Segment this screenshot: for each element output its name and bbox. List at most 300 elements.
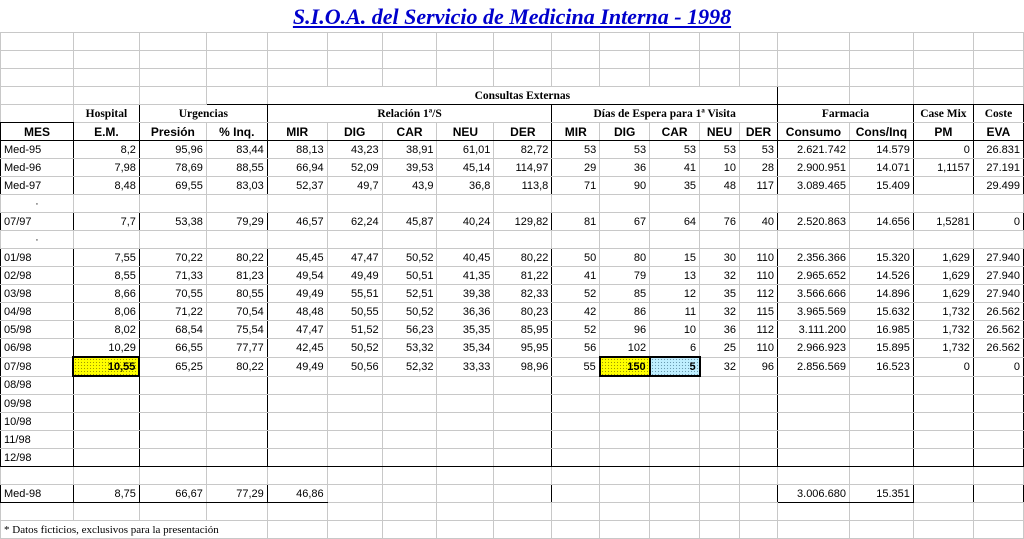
cell-pm[interactable]: 1,629: [913, 285, 973, 303]
cell-cons-inq[interactable]: [849, 449, 913, 467]
cell-car[interactable]: [382, 395, 437, 413]
cell-pm[interactable]: 0: [913, 141, 973, 159]
cell-neu-espera[interactable]: [700, 413, 740, 431]
cell-consumo[interactable]: [778, 449, 850, 467]
cell-dig[interactable]: 52,09: [327, 159, 382, 177]
cell-cons-inq[interactable]: 15.895: [849, 339, 913, 358]
cell-pm[interactable]: 1,1157: [913, 159, 973, 177]
cell-der[interactable]: 98,96: [494, 357, 552, 376]
cell-der[interactable]: [494, 485, 552, 503]
cell-presion[interactable]: 78,69: [139, 159, 206, 177]
cell-dig[interactable]: [327, 485, 382, 503]
cell-dig-espera[interactable]: 85: [600, 285, 650, 303]
cell-car-espera[interactable]: 6: [650, 339, 700, 358]
cell-inq[interactable]: [206, 376, 267, 395]
cell-mir[interactable]: 45,45: [267, 249, 327, 267]
cell-em[interactable]: [73, 413, 139, 431]
cell-car-espera[interactable]: 13: [650, 267, 700, 285]
cell-em[interactable]: 8,2: [73, 141, 139, 159]
cell-mir-espera[interactable]: 29: [552, 159, 600, 177]
cell-der[interactable]: 82,33: [494, 285, 552, 303]
cell-dig-espera[interactable]: 96: [600, 321, 650, 339]
cell-mir[interactable]: 88,13: [267, 141, 327, 159]
cell-inq[interactable]: 79,29: [206, 213, 267, 231]
cell-consumo[interactable]: 3.006.680: [778, 485, 850, 503]
cell-cons-inq[interactable]: 15.632: [849, 303, 913, 321]
cell-mir[interactable]: [267, 376, 327, 395]
cell-dig-espera[interactable]: [600, 449, 650, 467]
cell-neu[interactable]: 41,35: [437, 267, 494, 285]
row-label-cell[interactable]: 12/98: [1, 449, 74, 467]
cell-mir-espera[interactable]: 52: [552, 285, 600, 303]
cell-car-espera[interactable]: [650, 431, 700, 449]
cell-der-espera[interactable]: 110: [740, 339, 778, 358]
cell-dig[interactable]: [327, 395, 382, 413]
cell-consumo[interactable]: 2.356.366: [778, 249, 850, 267]
cell-dig[interactable]: 49,7: [327, 177, 382, 195]
cell-dig-espera[interactable]: 67: [600, 213, 650, 231]
cell-consumo[interactable]: 2.966.923: [778, 339, 850, 358]
cell-mir[interactable]: [267, 431, 327, 449]
cell-mir-espera[interactable]: 42: [552, 303, 600, 321]
cell-eva[interactable]: [973, 431, 1023, 449]
cell-neu[interactable]: 40,45: [437, 249, 494, 267]
cell-eva[interactable]: [973, 395, 1023, 413]
cell-der[interactable]: [494, 449, 552, 467]
cell-cons-inq[interactable]: 14.071: [849, 159, 913, 177]
cell-car-espera[interactable]: [650, 449, 700, 467]
cell-der-espera[interactable]: 53: [740, 141, 778, 159]
cell-pm[interactable]: [913, 376, 973, 395]
cell-neu-espera[interactable]: 36: [700, 321, 740, 339]
row-label-cell[interactable]: 05/98: [1, 321, 74, 339]
cell-cons-inq[interactable]: 15.409: [849, 177, 913, 195]
cell-inq[interactable]: 77,77: [206, 339, 267, 358]
cell-der[interactable]: 129,82: [494, 213, 552, 231]
cell-presion[interactable]: 65,25: [139, 357, 206, 376]
cell-inq[interactable]: 80,55: [206, 285, 267, 303]
row-label-cell[interactable]: Med-97: [1, 177, 74, 195]
cell-neu[interactable]: 36,36: [437, 303, 494, 321]
cell-mir[interactable]: 42,45: [267, 339, 327, 358]
cell-dig-espera[interactable]: 36: [600, 159, 650, 177]
cell-der-espera[interactable]: 115: [740, 303, 778, 321]
cell-inq[interactable]: 70,54: [206, 303, 267, 321]
cell-mir[interactable]: [267, 449, 327, 467]
cell-der[interactable]: 81,22: [494, 267, 552, 285]
cell-em[interactable]: [73, 431, 139, 449]
cell-dig[interactable]: 43,23: [327, 141, 382, 159]
cell-em[interactable]: 8,66: [73, 285, 139, 303]
cell-pm[interactable]: [913, 485, 973, 503]
cell-pm[interactable]: [913, 449, 973, 467]
cell-inq[interactable]: 83,44: [206, 141, 267, 159]
cell-cons-inq[interactable]: 14.579: [849, 141, 913, 159]
cell-mir-espera[interactable]: 71: [552, 177, 600, 195]
cell-mir-espera[interactable]: [552, 395, 600, 413]
cell-presion[interactable]: 70,22: [139, 249, 206, 267]
cell-car-espera[interactable]: 35: [650, 177, 700, 195]
row-label-cell[interactable]: 02/98: [1, 267, 74, 285]
cell-neu[interactable]: [437, 485, 494, 503]
cell-dig[interactable]: 50,56: [327, 357, 382, 376]
cell-dig[interactable]: 47,47: [327, 249, 382, 267]
cell-cons-inq[interactable]: [849, 376, 913, 395]
cell-presion[interactable]: 71,33: [139, 267, 206, 285]
cell-car-espera[interactable]: 64: [650, 213, 700, 231]
cell-eva[interactable]: [973, 485, 1023, 503]
cell-der-espera[interactable]: 28: [740, 159, 778, 177]
cell-car-espera[interactable]: [650, 413, 700, 431]
cell-consumo[interactable]: 2.621.742: [778, 141, 850, 159]
cell-der-espera[interactable]: 112: [740, 285, 778, 303]
cell-mir-espera[interactable]: 53: [552, 141, 600, 159]
cell-dig[interactable]: 51,52: [327, 321, 382, 339]
cell-pm[interactable]: [913, 413, 973, 431]
cell-car[interactable]: [382, 376, 437, 395]
cell-der-espera[interactable]: [740, 395, 778, 413]
cell-car-espera[interactable]: [650, 395, 700, 413]
cell-neu-espera[interactable]: 48: [700, 177, 740, 195]
cell-car-espera[interactable]: 5: [650, 357, 700, 376]
cell-mir-espera[interactable]: [552, 431, 600, 449]
cell-mir[interactable]: 49,54: [267, 267, 327, 285]
cell-dig[interactable]: [327, 449, 382, 467]
cell-dig-espera[interactable]: 80: [600, 249, 650, 267]
cell-dig[interactable]: 49,49: [327, 267, 382, 285]
cell-car[interactable]: [382, 431, 437, 449]
cell-mir-espera[interactable]: [552, 485, 600, 503]
cell-neu-espera[interactable]: 76: [700, 213, 740, 231]
cell-pm[interactable]: [913, 177, 973, 195]
cell-der[interactable]: [494, 395, 552, 413]
cell-consumo[interactable]: 3.111.200: [778, 321, 850, 339]
cell-car-espera[interactable]: 11: [650, 303, 700, 321]
cell-em[interactable]: 7,98: [73, 159, 139, 177]
cell-em[interactable]: 7,55: [73, 249, 139, 267]
cell-inq[interactable]: [206, 395, 267, 413]
row-label-cell[interactable]: 11/98: [1, 431, 74, 449]
cell-neu-espera[interactable]: [700, 449, 740, 467]
cell-mir[interactable]: 66,94: [267, 159, 327, 177]
cell-mir[interactable]: 49,49: [267, 357, 327, 376]
cell-neu-espera[interactable]: 32: [700, 357, 740, 376]
cell-cons-inq[interactable]: 15.351: [849, 485, 913, 503]
cell-neu[interactable]: [437, 449, 494, 467]
cell-der-espera[interactable]: 117: [740, 177, 778, 195]
cell-der[interactable]: 80,22: [494, 249, 552, 267]
cell-der-espera[interactable]: [740, 413, 778, 431]
cell-dig[interactable]: 50,55: [327, 303, 382, 321]
cell-der[interactable]: [494, 413, 552, 431]
cell-presion[interactable]: 66,55: [139, 339, 206, 358]
cell-car[interactable]: 52,32: [382, 357, 437, 376]
cell-mir[interactable]: [267, 395, 327, 413]
cell-presion[interactable]: [139, 449, 206, 467]
row-label-cell[interactable]: Med-98: [1, 485, 74, 503]
cell-dig-espera[interactable]: [600, 376, 650, 395]
cell-eva[interactable]: 0: [973, 357, 1023, 376]
cell-car[interactable]: [382, 413, 437, 431]
cell-dig-espera[interactable]: 90: [600, 177, 650, 195]
cell-consumo[interactable]: [778, 395, 850, 413]
cell-presion[interactable]: 68,54: [139, 321, 206, 339]
cell-dig-espera[interactable]: 86: [600, 303, 650, 321]
cell-inq[interactable]: [206, 449, 267, 467]
cell-inq[interactable]: 80,22: [206, 357, 267, 376]
cell-dig[interactable]: 55,51: [327, 285, 382, 303]
cell-mir[interactable]: 47,47: [267, 321, 327, 339]
cell-cons-inq[interactable]: 16.523: [849, 357, 913, 376]
cell-neu[interactable]: [437, 413, 494, 431]
cell-eva[interactable]: [973, 413, 1023, 431]
row-label-cell[interactable]: 01/98: [1, 249, 74, 267]
cell-mir[interactable]: 46,57: [267, 213, 327, 231]
cell-der-espera[interactable]: [740, 376, 778, 395]
cell-der-espera[interactable]: 40: [740, 213, 778, 231]
cell-em[interactable]: 8,75: [73, 485, 139, 503]
cell-inq[interactable]: [206, 431, 267, 449]
cell-dig[interactable]: 50,52: [327, 339, 382, 358]
cell-neu-espera[interactable]: [700, 485, 740, 503]
cell-der-espera[interactable]: 110: [740, 249, 778, 267]
cell-neu[interactable]: 35,34: [437, 339, 494, 358]
cell-presion[interactable]: 53,38: [139, 213, 206, 231]
cell-presion[interactable]: 70,55: [139, 285, 206, 303]
cell-neu-espera[interactable]: [700, 376, 740, 395]
cell-cons-inq[interactable]: 14.526: [849, 267, 913, 285]
cell-mir-espera[interactable]: 56: [552, 339, 600, 358]
cell-dig-espera[interactable]: [600, 395, 650, 413]
cell-neu[interactable]: 36,8: [437, 177, 494, 195]
row-label-cell[interactable]: 07/98: [1, 357, 74, 376]
cell-neu-espera[interactable]: 35: [700, 285, 740, 303]
cell-consumo[interactable]: 3.965.569: [778, 303, 850, 321]
cell-presion[interactable]: 66,67: [139, 485, 206, 503]
row-label-cell[interactable]: 09/98: [1, 395, 74, 413]
cell-consumo[interactable]: 2.900.951: [778, 159, 850, 177]
cell-dig-espera[interactable]: 53: [600, 141, 650, 159]
cell-car[interactable]: 52,51: [382, 285, 437, 303]
cell-inq[interactable]: [206, 413, 267, 431]
cell-pm[interactable]: 1,732: [913, 303, 973, 321]
cell-mir[interactable]: 46,86: [267, 485, 327, 503]
cell-der[interactable]: 95,95: [494, 339, 552, 358]
cell-eva[interactable]: 0: [973, 213, 1023, 231]
cell-der[interactable]: 114,97: [494, 159, 552, 177]
cell-neu[interactable]: [437, 395, 494, 413]
cell-consumo[interactable]: [778, 431, 850, 449]
cell-dig[interactable]: [327, 431, 382, 449]
cell-em[interactable]: [73, 376, 139, 395]
cell-mir-espera[interactable]: 55: [552, 357, 600, 376]
cell-presion[interactable]: [139, 431, 206, 449]
cell-der[interactable]: 113,8: [494, 177, 552, 195]
cell-presion[interactable]: [139, 413, 206, 431]
cell-car[interactable]: 50,51: [382, 267, 437, 285]
cell-inq[interactable]: 83,03: [206, 177, 267, 195]
row-label-cell[interactable]: 03/98: [1, 285, 74, 303]
cell-mir[interactable]: 48,48: [267, 303, 327, 321]
cell-car[interactable]: 53,32: [382, 339, 437, 358]
cell-mir-espera[interactable]: 52: [552, 321, 600, 339]
cell-der-espera[interactable]: [740, 431, 778, 449]
cell-neu[interactable]: 45,14: [437, 159, 494, 177]
cell-inq[interactable]: 88,55: [206, 159, 267, 177]
cell-car[interactable]: 50,52: [382, 303, 437, 321]
cell-neu[interactable]: 61,01: [437, 141, 494, 159]
cell-car-espera[interactable]: 12: [650, 285, 700, 303]
cell-neu-espera[interactable]: [700, 431, 740, 449]
cell-cons-inq[interactable]: [849, 395, 913, 413]
cell-car-espera[interactable]: 10: [650, 321, 700, 339]
cell-car-espera[interactable]: 53: [650, 141, 700, 159]
cell-mir-espera[interactable]: 81: [552, 213, 600, 231]
row-label-cell[interactable]: 08/98: [1, 376, 74, 395]
cell-em[interactable]: 8,48: [73, 177, 139, 195]
cell-der[interactable]: 80,23: [494, 303, 552, 321]
cell-cons-inq[interactable]: 15.320: [849, 249, 913, 267]
cell-dig[interactable]: [327, 376, 382, 395]
row-label-cell[interactable]: 07/97: [1, 213, 74, 231]
cell-eva[interactable]: [973, 449, 1023, 467]
cell-der-espera[interactable]: 110: [740, 267, 778, 285]
cell-car-espera[interactable]: 15: [650, 249, 700, 267]
cell-inq[interactable]: 80,22: [206, 249, 267, 267]
cell-eva[interactable]: 27.940: [973, 249, 1023, 267]
cell-eva[interactable]: 26.562: [973, 321, 1023, 339]
cell-consumo[interactable]: 2.965.652: [778, 267, 850, 285]
cell-cons-inq[interactable]: 14.896: [849, 285, 913, 303]
row-label-cell[interactable]: 04/98: [1, 303, 74, 321]
cell-mir-espera[interactable]: [552, 413, 600, 431]
cell-presion[interactable]: 71,22: [139, 303, 206, 321]
cell-eva[interactable]: 27.940: [973, 285, 1023, 303]
cell-dig-espera[interactable]: [600, 413, 650, 431]
cell-pm[interactable]: 1,629: [913, 249, 973, 267]
cell-em[interactable]: 8,55: [73, 267, 139, 285]
cell-pm[interactable]: [913, 395, 973, 413]
cell-presion[interactable]: 69,55: [139, 177, 206, 195]
cell-neu[interactable]: [437, 376, 494, 395]
cell-presion[interactable]: [139, 376, 206, 395]
cell-mir-espera[interactable]: [552, 449, 600, 467]
cell-presion[interactable]: 95,96: [139, 141, 206, 159]
cell-car-espera[interactable]: [650, 376, 700, 395]
row-label-cell[interactable]: 06/98: [1, 339, 74, 358]
cell-car[interactable]: 50,52: [382, 249, 437, 267]
cell-der-espera[interactable]: 112: [740, 321, 778, 339]
cell-em[interactable]: [73, 395, 139, 413]
cell-consumo[interactable]: 2.856.569: [778, 357, 850, 376]
cell-eva[interactable]: 26.562: [973, 303, 1023, 321]
cell-dig-espera[interactable]: [600, 485, 650, 503]
cell-neu[interactable]: 33,33: [437, 357, 494, 376]
cell-neu-espera[interactable]: 30: [700, 249, 740, 267]
row-label-cell[interactable]: 10/98: [1, 413, 74, 431]
cell-der[interactable]: [494, 431, 552, 449]
row-label-cell[interactable]: Med-96: [1, 159, 74, 177]
cell-mir-espera[interactable]: 50: [552, 249, 600, 267]
cell-der[interactable]: 82,72: [494, 141, 552, 159]
cell-em[interactable]: 7,7: [73, 213, 139, 231]
cell-cons-inq[interactable]: 14.656: [849, 213, 913, 231]
cell-der-espera[interactable]: [740, 485, 778, 503]
cell-car[interactable]: 45,87: [382, 213, 437, 231]
cell-dig-espera[interactable]: 79: [600, 267, 650, 285]
cell-der-espera[interactable]: [740, 449, 778, 467]
cell-mir[interactable]: 52,37: [267, 177, 327, 195]
cell-der[interactable]: 85,95: [494, 321, 552, 339]
cell-neu-espera[interactable]: 32: [700, 267, 740, 285]
cell-consumo[interactable]: 3.089.465: [778, 177, 850, 195]
cell-mir-espera[interactable]: 41: [552, 267, 600, 285]
cell-dig-espera[interactable]: 102: [600, 339, 650, 358]
cell-em[interactable]: 10,29: [73, 339, 139, 358]
cell-em[interactable]: 10,55: [73, 357, 139, 376]
cell-car[interactable]: 56,23: [382, 321, 437, 339]
cell-car-espera[interactable]: 41: [650, 159, 700, 177]
cell-car[interactable]: 43,9: [382, 177, 437, 195]
cell-em[interactable]: 8,02: [73, 321, 139, 339]
cell-eva[interactable]: [973, 376, 1023, 395]
cell-pm[interactable]: [913, 431, 973, 449]
cell-car[interactable]: 38,91: [382, 141, 437, 159]
cell-neu-espera[interactable]: 32: [700, 303, 740, 321]
cell-inq[interactable]: 75,54: [206, 321, 267, 339]
cell-neu-espera[interactable]: 53: [700, 141, 740, 159]
cell-eva[interactable]: 26.562: [973, 339, 1023, 358]
cell-presion[interactable]: [139, 395, 206, 413]
cell-cons-inq[interactable]: [849, 413, 913, 431]
cell-neu[interactable]: [437, 431, 494, 449]
cell-neu-espera[interactable]: 25: [700, 339, 740, 358]
cell-inq[interactable]: 77,29: [206, 485, 267, 503]
cell-neu[interactable]: 35,35: [437, 321, 494, 339]
cell-neu-espera[interactable]: 10: [700, 159, 740, 177]
cell-eva[interactable]: 29.499: [973, 177, 1023, 195]
cell-neu[interactable]: 39,38: [437, 285, 494, 303]
cell-consumo[interactable]: 2.520.863: [778, 213, 850, 231]
cell-cons-inq[interactable]: [849, 431, 913, 449]
cell-dig[interactable]: [327, 413, 382, 431]
cell-car-espera[interactable]: [650, 485, 700, 503]
cell-pm[interactable]: 1,5281: [913, 213, 973, 231]
cell-neu-espera[interactable]: [700, 395, 740, 413]
cell-cons-inq[interactable]: 16.985: [849, 321, 913, 339]
cell-mir[interactable]: [267, 413, 327, 431]
cell-em[interactable]: 8,06: [73, 303, 139, 321]
cell-der-espera[interactable]: 96: [740, 357, 778, 376]
cell-eva[interactable]: 27.940: [973, 267, 1023, 285]
cell-pm[interactable]: 1,732: [913, 339, 973, 358]
cell-eva[interactable]: 27.191: [973, 159, 1023, 177]
cell-pm[interactable]: 0: [913, 357, 973, 376]
cell-car[interactable]: [382, 449, 437, 467]
cell-der[interactable]: [494, 376, 552, 395]
cell-mir[interactable]: 49,49: [267, 285, 327, 303]
cell-consumo[interactable]: [778, 376, 850, 395]
cell-pm[interactable]: 1,629: [913, 267, 973, 285]
cell-car[interactable]: [382, 485, 437, 503]
cell-dig-espera[interactable]: 150: [600, 357, 650, 376]
row-label-cell[interactable]: Med-95: [1, 141, 74, 159]
cell-em[interactable]: [73, 449, 139, 467]
cell-eva[interactable]: 26.831: [973, 141, 1023, 159]
cell-mir-espera[interactable]: [552, 376, 600, 395]
cell-consumo[interactable]: [778, 413, 850, 431]
cell-consumo[interactable]: 3.566.666: [778, 285, 850, 303]
